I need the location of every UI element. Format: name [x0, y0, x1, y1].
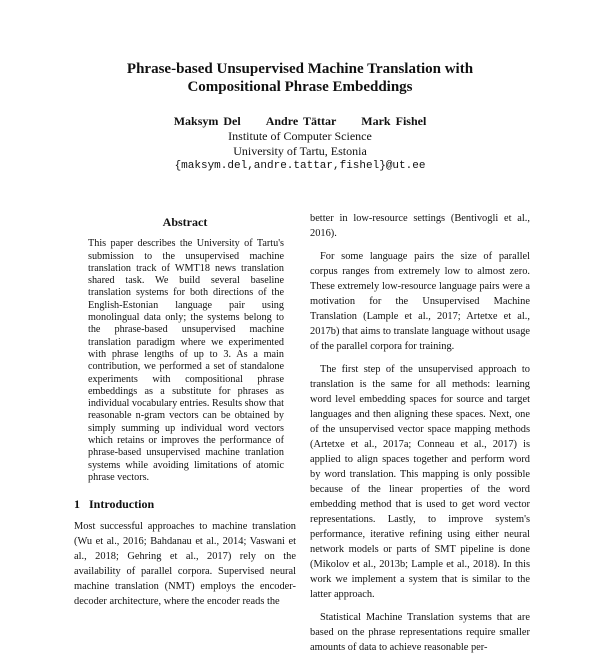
author-emails: {maksym.del,andre.tattar,fishel}@ut.ee	[174, 160, 426, 172]
left-column	[74, 216, 296, 609]
abstract-text: This paper describes the University of Tartu's submission to the unsupervised machine translation track of WMT18 news translation shared task. We build several baseline translation systems for both directions of the English-Estonian language pair using monolingual data only; the systems belong to the phrase-based unsupervised machine translation paradigm where we experimented with phrase lengths of up to 3. As a main contribution, we performed a set of standalone experiments with compositional phrase embeddings as a substitute for phrases as individual vocabulary entries. Results show that reasonable n-gram vectors can be obtained by simply summing up individual word vectors which retains or improves the performance of phrase-based unsupervised machine tranlation systems while avoiding limitations of atomic phrase vectors.	[88, 238, 284, 483]
author-block	[0, 114, 600, 174]
title-line-1: Phrase-based Unsupervised Machine Translation with	[126, 61, 474, 77]
affiliation-line-2: University of Tartu, Estonia	[233, 144, 367, 158]
affiliation-line-1: Institute of Computer Science	[228, 129, 372, 143]
author-3: Mark Fishel	[361, 114, 427, 128]
author-1: Maksym Del	[173, 114, 241, 128]
introduction-text: Most successful approaches to machine translation (Wu et al., 2016; Bahdanau et al., 2014; Vaswani et al., 2018; Gehring et al., 2017) rely on the availability of parallel corpora. Supervised neural machine translation (NMT) employs the encoder-decoder architecture, where the encoder reads the	[74, 520, 296, 607]
paragraph-first-step: The first step of the unsupervised approach to translation is the same for all methods: learning word level embedding spaces for source and target languages and then aligning these spaces. Next, one of the unsupervised vector space mapping methods (Artetxe et al., 2017a; Conneau et al., 2017) is applied to align spaces together and perform word by word translation. This mapping is only possible because of the linear properties of the word embedding method that is used to get word vector representations. Lastly, to improve system's performance, iterative refining using either neural network models or parts of SMT pipeline is done (Mikolov et al., 2013b; Lample et al., 2018). In this work we implement a system that is similar to the latter approach.	[310, 364, 530, 600]
paragraph-smt: Statistical Machine Translation systems that are based on the phrase representations require smaller amounts of data to achieve reasonable per-	[310, 612, 530, 653]
right-column	[310, 211, 530, 663]
paper-title	[0, 60, 600, 96]
introduction-heading: 1 Introduction	[74, 497, 155, 512]
title-line-2: Compositional Phrase Embeddings	[187, 79, 413, 95]
paragraph-continuation: better in low-resource settings (Bentivogli et al., 2016).	[310, 213, 530, 239]
author-names	[0, 114, 600, 129]
author-2: Andre Tättar	[265, 114, 337, 128]
abstract-heading: Abstract	[162, 215, 208, 229]
paragraph-low-resource: For some language pairs the size of parallel corpus ranges from extremely low to almost zero. These extremely low-resource language pairs were a motivation for the Unsupervised Machine Translation (Lample et al., 2017; Artetxe et al., 2017b) that aims to translate language without usage of the parallel corpora for training.	[310, 251, 530, 352]
